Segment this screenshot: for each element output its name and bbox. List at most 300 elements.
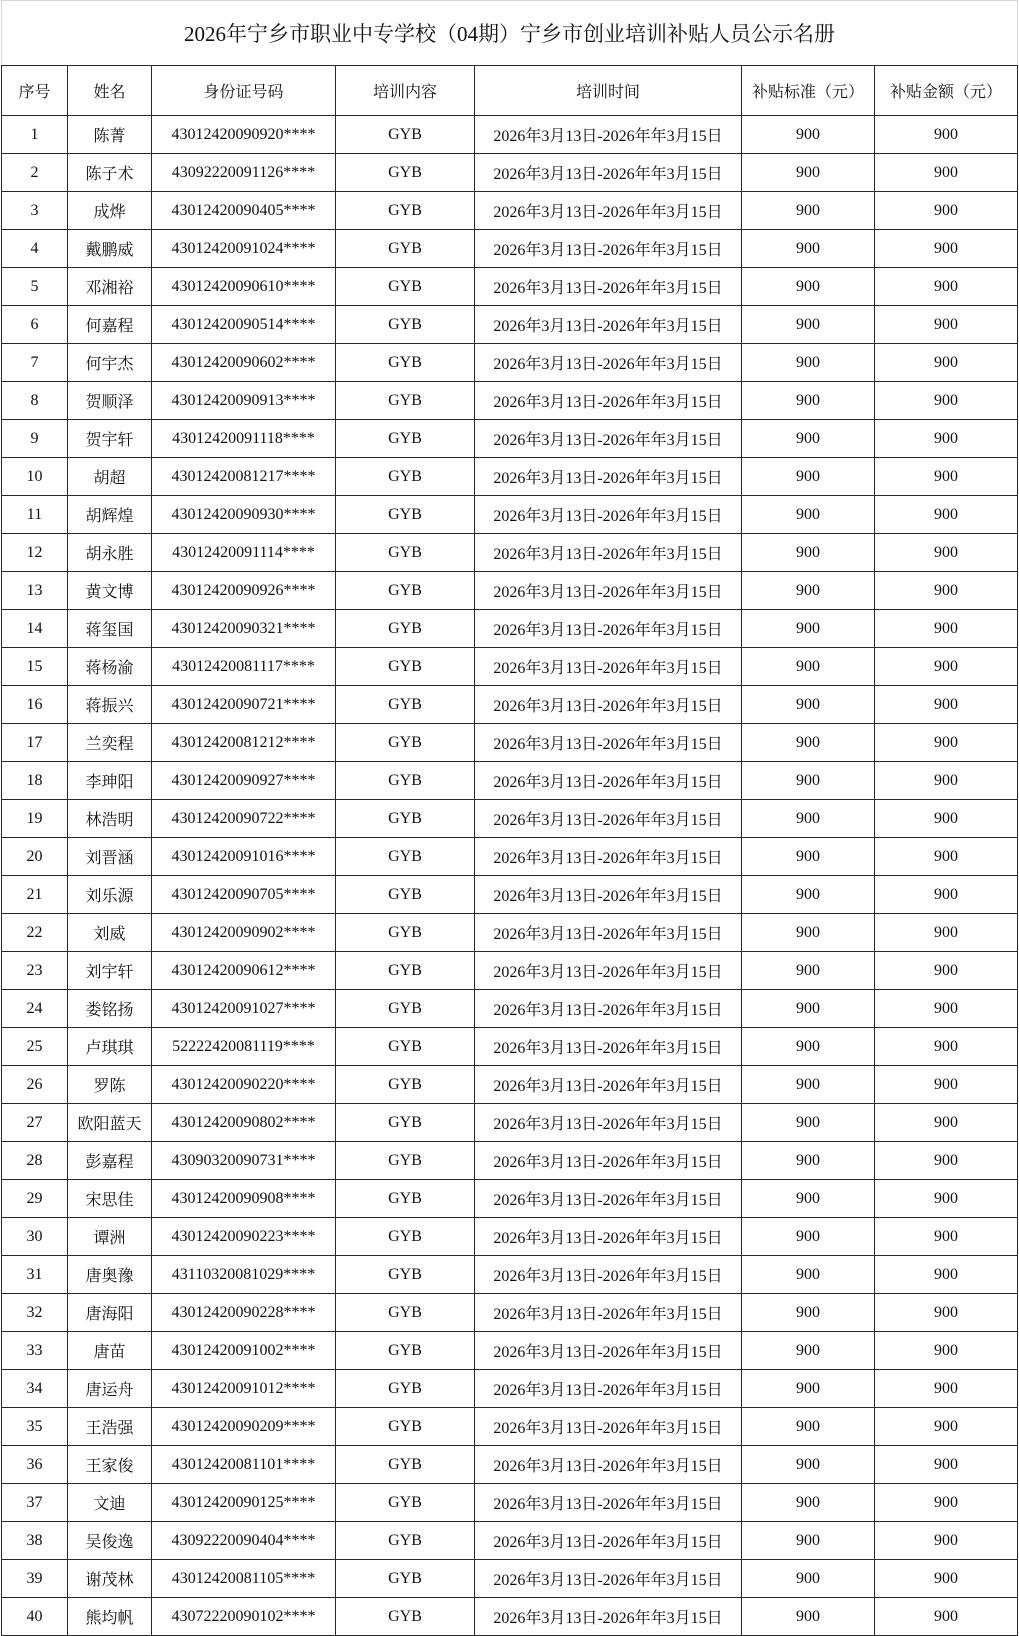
column-header-index: 序号 [2,66,68,116]
cell-id-number: 43012420091016**** [152,838,336,876]
cell-training-content: GYB [336,1560,475,1598]
cell-name: 黄文博 [68,572,152,610]
cell-training-content: GYB [336,686,475,724]
table-row [2,914,1018,952]
cell-id-number: 43012420090920**** [152,116,336,154]
cell-training-time: 2026年3月13日-2026年年3月15日 [475,382,742,420]
cell-index: 12 [2,534,68,572]
cell-id-number: 43012420091027**** [152,990,336,1028]
cell-training-content: GYB [336,1522,475,1560]
cell-subsidy-standard: 900 [742,952,875,990]
cell-id-number: 43012420090125**** [152,1484,336,1522]
cell-subsidy-standard: 900 [742,458,875,496]
column-header-id-number: 身份证号码 [152,66,336,116]
cell-id-number: 43012420090228**** [152,1294,336,1332]
cell-name: 何宇杰 [68,344,152,382]
cell-index: 21 [2,876,68,914]
cell-subsidy-amount: 900 [875,116,1018,154]
cell-subsidy-amount: 900 [875,1484,1018,1522]
cell-training-content: GYB [336,192,475,230]
cell-subsidy-standard: 900 [742,1066,875,1104]
cell-name: 吴俊逸 [68,1522,152,1560]
cell-subsidy-amount: 900 [875,230,1018,268]
cell-training-content: GYB [336,952,475,990]
cell-training-time: 2026年3月13日-2026年年3月15日 [475,1332,742,1370]
cell-training-time: 2026年3月13日-2026年年3月15日 [475,1104,742,1142]
cell-training-time: 2026年3月13日-2026年年3月15日 [475,1294,742,1332]
table-row [2,306,1018,344]
cell-subsidy-standard: 900 [742,648,875,686]
cell-training-time: 2026年3月13日-2026年年3月15日 [475,648,742,686]
cell-name: 成烨 [68,192,152,230]
table-row [2,952,1018,990]
cell-name: 戴鹏威 [68,230,152,268]
cell-name: 宋思佳 [68,1180,152,1218]
cell-training-content: GYB [336,648,475,686]
cell-training-content: GYB [336,572,475,610]
cell-subsidy-amount: 900 [875,572,1018,610]
table-row [2,648,1018,686]
cell-training-content: GYB [336,800,475,838]
cell-index: 26 [2,1066,68,1104]
cell-name: 唐海阳 [68,1294,152,1332]
cell-subsidy-amount: 900 [875,1218,1018,1256]
cell-id-number: 43012420090223**** [152,1218,336,1256]
cell-subsidy-amount: 900 [875,1294,1018,1332]
cell-subsidy-amount: 900 [875,154,1018,192]
cell-subsidy-standard: 900 [742,838,875,876]
cell-subsidy-amount: 900 [875,724,1018,762]
cell-training-time: 2026年3月13日-2026年年3月15日 [475,1598,742,1636]
cell-training-content: GYB [336,1104,475,1142]
table-row [2,1598,1018,1636]
cell-name: 唐苗 [68,1332,152,1370]
cell-training-content: GYB [336,1332,475,1370]
table-row [2,192,1018,230]
table-row [2,1104,1018,1142]
cell-subsidy-standard: 900 [742,1484,875,1522]
cell-training-time: 2026年3月13日-2026年年3月15日 [475,534,742,572]
table-row [2,420,1018,458]
column-header-subsidy-standard: 补贴标准（元） [742,66,875,116]
cell-subsidy-standard: 900 [742,1104,875,1142]
cell-index: 36 [2,1446,68,1484]
table-row [2,116,1018,154]
cell-subsidy-amount: 900 [875,610,1018,648]
cell-index: 28 [2,1142,68,1180]
cell-subsidy-amount: 900 [875,686,1018,724]
cell-training-content: GYB [336,762,475,800]
cell-index: 34 [2,1370,68,1408]
cell-id-number: 43110320081029**** [152,1256,336,1294]
cell-name: 唐运舟 [68,1370,152,1408]
cell-name: 陈子术 [68,154,152,192]
cell-training-content: GYB [336,1484,475,1522]
cell-index: 38 [2,1522,68,1560]
cell-name: 蒋玺国 [68,610,152,648]
cell-id-number: 43012420090926**** [152,572,336,610]
cell-index: 25 [2,1028,68,1066]
cell-subsidy-amount: 900 [875,1560,1018,1598]
cell-name: 欧阳蓝天 [68,1104,152,1142]
cell-index: 6 [2,306,68,344]
cell-index: 11 [2,496,68,534]
cell-subsidy-standard: 900 [742,116,875,154]
cell-training-time: 2026年3月13日-2026年年3月15日 [475,420,742,458]
cell-name: 熊均帆 [68,1598,152,1636]
table-row [2,496,1018,534]
cell-subsidy-standard: 900 [742,306,875,344]
cell-training-content: GYB [336,1028,475,1066]
table-row [2,268,1018,306]
cell-id-number: 43012420091002**** [152,1332,336,1370]
cell-subsidy-amount: 900 [875,876,1018,914]
cell-index: 5 [2,268,68,306]
cell-id-number: 43012420091012**** [152,1370,336,1408]
roster-body [2,116,1018,1636]
cell-name: 李珅阳 [68,762,152,800]
cell-index: 39 [2,1560,68,1598]
cell-subsidy-amount: 900 [875,762,1018,800]
cell-index: 24 [2,990,68,1028]
cell-subsidy-standard: 900 [742,1370,875,1408]
column-header-name: 姓名 [68,66,152,116]
cell-id-number: 43012420090722**** [152,800,336,838]
cell-training-time: 2026年3月13日-2026年年3月15日 [475,990,742,1028]
cell-subsidy-standard: 900 [742,990,875,1028]
cell-training-content: GYB [336,610,475,648]
cell-index: 15 [2,648,68,686]
cell-training-content: GYB [336,534,475,572]
cell-training-content: GYB [336,268,475,306]
cell-id-number: 43092220090404**** [152,1522,336,1560]
cell-id-number: 43012420090209**** [152,1408,336,1446]
cell-index: 32 [2,1294,68,1332]
table-row [2,1408,1018,1446]
cell-training-time: 2026年3月13日-2026年年3月15日 [475,876,742,914]
cell-subsidy-standard: 900 [742,496,875,534]
cell-id-number: 43012420081212**** [152,724,336,762]
cell-index: 31 [2,1256,68,1294]
cell-subsidy-amount: 900 [875,1256,1018,1294]
cell-index: 40 [2,1598,68,1636]
cell-subsidy-amount: 900 [875,1370,1018,1408]
cell-training-content: GYB [336,420,475,458]
cell-subsidy-standard: 900 [742,1218,875,1256]
table-row [2,1028,1018,1066]
cell-subsidy-standard: 900 [742,1560,875,1598]
cell-training-time: 2026年3月13日-2026年年3月15日 [475,1560,742,1598]
cell-subsidy-standard: 900 [742,382,875,420]
cell-name: 何嘉程 [68,306,152,344]
cell-subsidy-standard: 900 [742,154,875,192]
cell-name: 蒋振兴 [68,686,152,724]
cell-subsidy-amount: 900 [875,800,1018,838]
cell-index: 30 [2,1218,68,1256]
table-row [2,762,1018,800]
cell-subsidy-amount: 900 [875,1104,1018,1142]
cell-id-number: 43012420090610**** [152,268,336,306]
cell-id-number: 52222420081119**** [152,1028,336,1066]
cell-subsidy-amount: 900 [875,344,1018,382]
cell-training-time: 2026年3月13日-2026年年3月15日 [475,116,742,154]
cell-training-time: 2026年3月13日-2026年年3月15日 [475,686,742,724]
cell-index: 7 [2,344,68,382]
table-row [2,1370,1018,1408]
cell-id-number: 43012420090930**** [152,496,336,534]
cell-training-time: 2026年3月13日-2026年年3月15日 [475,306,742,344]
cell-index: 33 [2,1332,68,1370]
cell-id-number: 43012420090602**** [152,344,336,382]
cell-training-content: GYB [336,1142,475,1180]
cell-subsidy-standard: 900 [742,1294,875,1332]
cell-id-number: 43090320090731**** [152,1142,336,1180]
cell-subsidy-standard: 900 [742,230,875,268]
cell-training-content: GYB [336,1294,475,1332]
cell-subsidy-standard: 900 [742,1256,875,1294]
table-row [2,800,1018,838]
cell-training-content: GYB [336,876,475,914]
cell-subsidy-standard: 900 [742,268,875,306]
cell-subsidy-amount: 900 [875,1408,1018,1446]
cell-index: 19 [2,800,68,838]
cell-id-number: 43012420091118**** [152,420,336,458]
cell-id-number: 43012420091114**** [152,534,336,572]
cell-subsidy-standard: 900 [742,724,875,762]
cell-name: 罗陈 [68,1066,152,1104]
table-row [2,1332,1018,1370]
cell-training-content: GYB [336,116,475,154]
cell-subsidy-amount: 900 [875,952,1018,990]
table-row [2,534,1018,572]
cell-training-time: 2026年3月13日-2026年年3月15日 [475,724,742,762]
column-header-subsidy-amount: 补贴金额（元） [875,66,1018,116]
table-row [2,1256,1018,1294]
cell-subsidy-amount: 900 [875,1066,1018,1104]
table-row [2,838,1018,876]
cell-subsidy-amount: 900 [875,914,1018,952]
cell-training-time: 2026年3月13日-2026年年3月15日 [475,344,742,382]
table-row [2,610,1018,648]
cell-training-time: 2026年3月13日-2026年年3月15日 [475,1028,742,1066]
table-row [2,990,1018,1028]
cell-index: 8 [2,382,68,420]
cell-name: 彭嘉程 [68,1142,152,1180]
cell-name: 兰奕程 [68,724,152,762]
table-row [2,724,1018,762]
cell-training-content: GYB [336,838,475,876]
cell-name: 胡永胜 [68,534,152,572]
cell-training-time: 2026年3月13日-2026年年3月15日 [475,230,742,268]
cell-training-content: GYB [336,1218,475,1256]
cell-training-time: 2026年3月13日-2026年年3月15日 [475,1218,742,1256]
cell-training-content: GYB [336,724,475,762]
cell-index: 3 [2,192,68,230]
cell-name: 刘晋涵 [68,838,152,876]
cell-id-number: 43012420081217**** [152,458,336,496]
cell-index: 29 [2,1180,68,1218]
cell-index: 9 [2,420,68,458]
cell-subsidy-standard: 900 [742,762,875,800]
cell-index: 18 [2,762,68,800]
cell-index: 14 [2,610,68,648]
cell-training-content: GYB [336,458,475,496]
cell-subsidy-amount: 900 [875,534,1018,572]
cell-subsidy-standard: 900 [742,1598,875,1636]
cell-subsidy-standard: 900 [742,876,875,914]
cell-training-time: 2026年3月13日-2026年年3月15日 [475,1408,742,1446]
cell-name: 唐奥豫 [68,1256,152,1294]
cell-subsidy-amount: 900 [875,306,1018,344]
cell-index: 27 [2,1104,68,1142]
table-row [2,686,1018,724]
cell-id-number: 43012420090705**** [152,876,336,914]
cell-name: 娄铭扬 [68,990,152,1028]
table-row [2,1522,1018,1560]
cell-training-time: 2026年3月13日-2026年年3月15日 [475,572,742,610]
cell-index: 35 [2,1408,68,1446]
cell-training-time: 2026年3月13日-2026年年3月15日 [475,1256,742,1294]
cell-training-time: 2026年3月13日-2026年年3月15日 [475,1484,742,1522]
cell-index: 1 [2,116,68,154]
cell-subsidy-standard: 900 [742,534,875,572]
cell-subsidy-amount: 900 [875,1332,1018,1370]
cell-subsidy-standard: 900 [742,1028,875,1066]
cell-name: 刘威 [68,914,152,952]
cell-id-number: 43012420090721**** [152,686,336,724]
cell-subsidy-standard: 900 [742,344,875,382]
cell-subsidy-amount: 900 [875,648,1018,686]
cell-training-time: 2026年3月13日-2026年年3月15日 [475,1180,742,1218]
cell-training-time: 2026年3月13日-2026年年3月15日 [475,496,742,534]
cell-id-number: 43012420090913**** [152,382,336,420]
cell-id-number: 43012420090902**** [152,914,336,952]
cell-training-content: GYB [336,154,475,192]
roster-table [1,0,1018,1636]
cell-training-time: 2026年3月13日-2026年年3月15日 [475,1066,742,1104]
cell-subsidy-amount: 900 [875,420,1018,458]
table-row [2,572,1018,610]
cell-subsidy-amount: 900 [875,1028,1018,1066]
cell-id-number: 43012420090321**** [152,610,336,648]
cell-id-number: 43092220091126**** [152,154,336,192]
cell-subsidy-amount: 900 [875,496,1018,534]
cell-name: 王家俊 [68,1446,152,1484]
table-row [2,1180,1018,1218]
cell-training-content: GYB [336,1370,475,1408]
cell-subsidy-amount: 900 [875,1446,1018,1484]
cell-training-content: GYB [336,344,475,382]
header-row [2,66,1018,116]
cell-subsidy-standard: 900 [742,800,875,838]
cell-training-time: 2026年3月13日-2026年年3月15日 [475,1142,742,1180]
cell-index: 20 [2,838,68,876]
cell-training-time: 2026年3月13日-2026年年3月15日 [475,268,742,306]
cell-id-number: 43012420090908**** [152,1180,336,1218]
cell-name: 刘宇轩 [68,952,152,990]
cell-subsidy-amount: 900 [875,838,1018,876]
cell-subsidy-amount: 900 [875,1522,1018,1560]
cell-training-time: 2026年3月13日-2026年年3月15日 [475,154,742,192]
table-row [2,876,1018,914]
cell-index: 23 [2,952,68,990]
cell-name: 刘乐源 [68,876,152,914]
column-header-training-time: 培训时间 [475,66,742,116]
table-row [2,458,1018,496]
cell-training-content: GYB [336,382,475,420]
cell-subsidy-amount: 900 [875,382,1018,420]
cell-subsidy-amount: 900 [875,192,1018,230]
cell-training-time: 2026年3月13日-2026年年3月15日 [475,1370,742,1408]
cell-subsidy-standard: 900 [742,1408,875,1446]
table-row [2,344,1018,382]
cell-index: 2 [2,154,68,192]
cell-index: 37 [2,1484,68,1522]
cell-training-time: 2026年3月13日-2026年年3月15日 [475,458,742,496]
cell-subsidy-standard: 900 [742,572,875,610]
cell-subsidy-amount: 900 [875,990,1018,1028]
cell-subsidy-standard: 900 [742,914,875,952]
cell-id-number: 43012420081101**** [152,1446,336,1484]
cell-subsidy-amount: 900 [875,268,1018,306]
cell-training-content: GYB [336,990,475,1028]
cell-subsidy-amount: 900 [875,1142,1018,1180]
cell-id-number: 43012420090612**** [152,952,336,990]
table-row [2,230,1018,268]
cell-id-number: 43012420090220**** [152,1066,336,1104]
cell-training-content: GYB [336,230,475,268]
cell-index: 10 [2,458,68,496]
cell-name: 林浩明 [68,800,152,838]
cell-id-number: 43012420090927**** [152,762,336,800]
cell-subsidy-standard: 900 [742,1180,875,1218]
cell-name: 王浩强 [68,1408,152,1446]
cell-training-content: GYB [336,1446,475,1484]
cell-subsidy-standard: 900 [742,1142,875,1180]
cell-index: 16 [2,686,68,724]
cell-id-number: 43012420091024**** [152,230,336,268]
cell-name: 陈菁 [68,116,152,154]
cell-training-content: GYB [336,1066,475,1104]
cell-subsidy-standard: 900 [742,686,875,724]
cell-training-content: GYB [336,1180,475,1218]
table-row [2,1560,1018,1598]
cell-id-number: 43012420090514**** [152,306,336,344]
cell-training-content: GYB [336,306,475,344]
cell-subsidy-standard: 900 [742,1522,875,1560]
cell-training-time: 2026年3月13日-2026年年3月15日 [475,762,742,800]
cell-subsidy-standard: 900 [742,192,875,230]
column-header-training-content: 培训内容 [336,66,475,116]
cell-id-number: 43012420090405**** [152,192,336,230]
cell-training-time: 2026年3月13日-2026年年3月15日 [475,914,742,952]
cell-name: 邓湘裕 [68,268,152,306]
table-row [2,1446,1018,1484]
cell-name: 文迪 [68,1484,152,1522]
cell-name: 贺宇轩 [68,420,152,458]
cell-name: 胡超 [68,458,152,496]
cell-subsidy-standard: 900 [742,610,875,648]
cell-name: 卢琪琪 [68,1028,152,1066]
cell-subsidy-amount: 900 [875,1180,1018,1218]
cell-training-content: GYB [336,1256,475,1294]
cell-subsidy-standard: 900 [742,1446,875,1484]
cell-training-time: 2026年3月13日-2026年年3月15日 [475,952,742,990]
cell-index: 17 [2,724,68,762]
cell-training-time: 2026年3月13日-2026年年3月15日 [475,610,742,648]
table-row [2,1294,1018,1332]
cell-training-time: 2026年3月13日-2026年年3月15日 [475,838,742,876]
